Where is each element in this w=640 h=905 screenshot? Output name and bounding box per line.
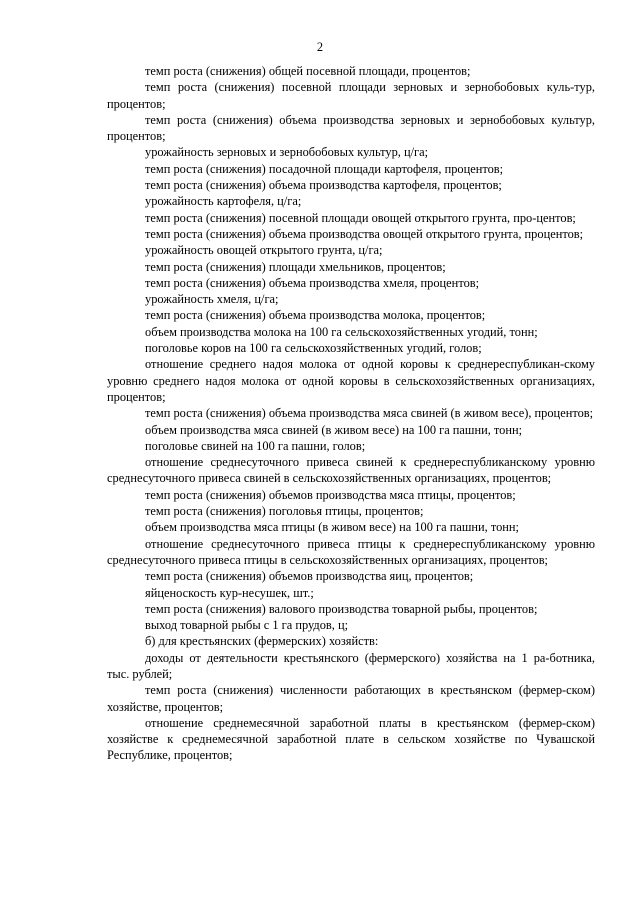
paragraph: выход товарной рыбы с 1 га прудов, ц; xyxy=(145,618,349,633)
paragraph: объем производства мяса птицы (в живом весе) на 100 га пашни, тонн; xyxy=(145,520,519,535)
paragraph: темп роста (снижения) объема производства овощей открытого грунта, процентов; xyxy=(145,226,584,241)
paragraph: объем производства молока на 100 га сельскохозяйственных угодий, тонн; xyxy=(145,324,538,339)
paragraph: темп роста (снижения) объема производства зерновых и зернобобовых культур, процентов; xyxy=(107,112,595,144)
paragraph: темп роста (снижения) объемов производства мяса птицы, процентов; xyxy=(145,487,516,502)
paragraph: отношение среднесуточного привеса свиней к среднереспубликанскому уровню среднесуточного привеса свиней в сельскохозяйственных организациях, процентов; xyxy=(107,455,595,486)
paragraph: яйценоскость кур-несушек, шт.; xyxy=(145,585,314,600)
paragraph: темп роста (снижения) поголовья птицы, процентов; xyxy=(145,504,424,519)
paragraph: темп роста (снижения) валового производства товарной рыбы, процентов; xyxy=(145,601,538,616)
paragraph: темп роста (снижения) посевной площади зерновых и зернобобовых куль-тур, процентов; xyxy=(107,80,595,111)
paragraph: отношение среднесуточного привеса птицы к среднереспубликанскому уровню среднесуточного привеса птицы в сельскохозяйственных организациях, процентов; xyxy=(107,536,595,567)
document-body xyxy=(107,63,595,764)
paragraph: урожайность овощей открытого грунта, ц/га; xyxy=(145,243,383,258)
paragraph: объем производства мяса свиней (в живом весе) на 100 га пашни, тонн; xyxy=(145,422,523,437)
paragraph: доходы от деятельности крестьянского (фермерского) хозяйства на 1 ра-ботника, тыс. рублей; xyxy=(107,650,595,681)
paragraph: отношение среднего надоя молока от одной коровы к среднереспубликан-скому уровню среднего надоя молока от одной коровы в сельскохозяйственных организациях, процентов; xyxy=(107,357,595,404)
paragraph: б) для крестьянских (фермерских) хозяйств: xyxy=(145,634,379,649)
paragraph: поголовье коров на 100 га сельскохозяйственных угодий, голов; xyxy=(145,341,482,356)
paragraph: темп роста (снижения) площади хмельников, процентов; xyxy=(145,259,446,274)
paragraph: темп роста (снижения) объема производства мяса свиней (в живом весе), процентов; xyxy=(145,406,594,421)
paragraph: отношение среднемесячной заработной платы в крестьянском (фермер-ском) хозяйстве к среднемесячной заработной плате в сельском хозяйстве по Чувашской Республике, процентов; xyxy=(107,715,595,763)
paragraph: урожайность хмеля, ц/га; xyxy=(145,292,279,307)
paragraph: темп роста (снижения) объема производства хмеля, процентов; xyxy=(145,275,480,290)
paragraph: темп роста (снижения) общей посевной площади, процентов; xyxy=(145,64,471,78)
paragraph: темп роста (снижения) объемов производства яиц, процентов; xyxy=(145,569,474,584)
paragraph: поголовье свиней на 100 га пашни, голов; xyxy=(145,438,366,453)
paragraph: темп роста (снижения) посадочной площади картофеля, процентов; xyxy=(145,161,504,176)
paragraph: темп роста (снижения) численности работающих в крестьянском (фермер-ском) хозяйстве, процентов; xyxy=(107,683,595,714)
paragraph: темп роста (снижения) посевной площади овощей открытого грунта, про-центов; xyxy=(145,210,576,225)
paragraph: темп роста (снижения) объема производства картофеля, процентов; xyxy=(145,178,502,193)
paragraph: урожайность зерновых и зернобобовых культур, ц/га; xyxy=(145,145,429,160)
paragraph: темп роста (снижения) объема производства молока, процентов; xyxy=(145,308,486,323)
paragraph: урожайность картофеля, ц/га; xyxy=(145,194,302,209)
page-number: 2 xyxy=(316,40,324,54)
